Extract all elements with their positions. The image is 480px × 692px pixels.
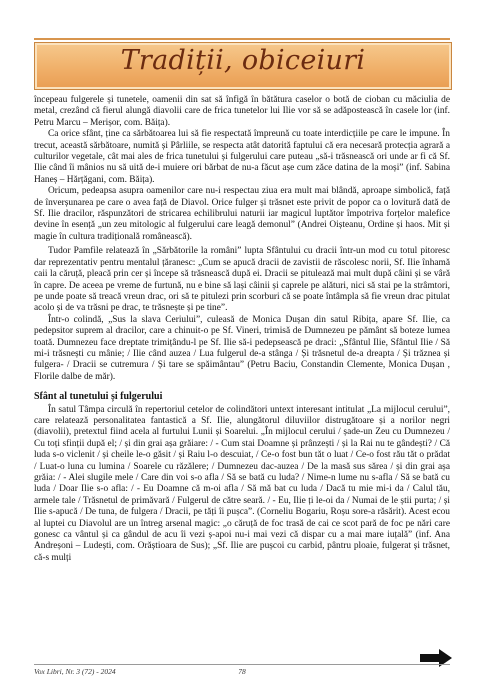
paragraph: Într-o colindă, „Sus la slava Ceriului”, culeasă de Monica Dușan din satul Ribița, apare Sf. Ilie, ca pedepsitor suprem al dracilor, care a chinuit-o pe Sf. Vineri, trimisă de Dumnezeu pe pământ să boteze lumea toată. Dumnezeu face dreptate trimițându-l pe Sf. Ilie să-i pedepsească pe draci: „Sfântul Ilie, Sfântul Ilie / Să mi-i trăsnești cu mânie; / Ilie când auzea / Lua fulgerul de-a stânga / Și trăsnetul de-a dreapta / Și trăznea și fulgera- / Dracii se cutremura / Și tare se spăimântau” (Petru Baciu, Constandin Clemente, Monica Dușan , Florile dalbe de măr).: [34, 314, 450, 382]
article-body: [34, 95, 450, 564]
paragraph: Tudor Pamfile relatează în „Sărbătorile la români” lupta Sfântului cu dracii într-un mod cu totul pitoresc dar reprezentativ pentru mentalul țăranesc: „Cum se apucă dracii de zavistii de răscolesc norii, Sf. Ilie înhamă caii la căruță, pleacă prin cer și începe să trăsnească după ei. Dracii se pitulează mai mult după câini și se vâră în capre. De aceea pe vreme de furtună, nu e bine să lași câinii și caprele pe alături, nici să stai pe la strâmtori, pe unde poate să treacă vreun drac, ori să te pitulezi prin scorburi că se poate întâmpla să fie vreun drac pitulat acolo și de va trăsni pe drac, te trăsnește și pe tine”.: [34, 246, 450, 314]
header-rule: [34, 38, 450, 40]
paragraph: În satul Tâmpa circulă în repertoriul cetelor de colindători untext interesant intitulat „La mijlocul cerului”, care relatează personalitatea fantastică a Sf. Ilie, alungătorul diluviilor distrugătoare și a norilor negri (diavolii), pretextul fiind acela al furtului Lunii și Soarelui. „În mijlocul cerului / șade-un Zeu cu Dumnezeu / Cu toți sfinții după el; / și din grai așa grăiare: / - Cum stai Doamne și prânzești / și la Rai nu te gândești? / Că luda s-o viclenit / și cheile le-o găsit / și Raiu l-o descuiat, / Ce-o fost bun tăt o luat / Ce-o fost rău tăt o prădat / Luat-o luna cu lumina / Soarele cu răzălere; / Dumnezeu dac-auzea / De la masă sus sărea / și din grai așa grăia: / - Alei slugile mele / Care din voi s-o afla / Să se bată cu luda? / Nime-n lume nu s-afla / Să se bată cu luda / Doar Ilie s-o afla: / - Eu Doamne că m-oi afla / Să mă bat cu luda / Dacă tu mie mi-i da / Calul tău, armele tale / Trăsnetul de primăvară / Fulgerul de către seară. / - Eu, Ilie ți le-oi da / Numai de le știi purta; / și Ilie s-apucă / De tuna, de fulgera / Dracii, pe tăți îi pușca”. (Corneliu Bogariu, Roșu sore-a răsărit). Acest ecou al luptei cu Diavolul are un întreg arsenal magic: „o căruță de foc trasă de cai ce scot pară de foc pe nări care gonesc ca vântul și ca gândul de acu îi vezi ș-apoi nu-i mai vezi că dispar cu a mai mare iuțală” (inf. Ana Andreșoni – Ludești, com. Orăștioara de Sus); „Sf. Ilie are pușcoi cu carbid, pântru ploaie, fulgerat și trăsnet, că-s mulți: [34, 404, 450, 563]
journal-issue: Vox Libri, Nr. 3 (72) - 2024: [34, 667, 116, 676]
page-footer: [34, 664, 450, 677]
paragraph: Ca orice sfânt, ține ca sărbătoarea lui să fie respectată împreună cu toate interdicțiile pe care le impune. În trecut, această sărbătoare, numită și Pârliile, se respecta atât datorită faptului că era necesară protecția agrară a culturilor vegetale, cât mai ales de frica tunetului și fulgerului care puteau „să-i trăsnească ori unde ar fi că Sf. Ilie când îi mânios nu să uită de-i muiere ori bărbat de nu-a făcut așe cum zăce datina de la moși” (inf. Sabina Haneș – Hărțăgani, com. Băița).: [34, 129, 450, 185]
paragraph: începeau fulgerele și tunetele, oamenii din sat să înfigă în bătătura caselor o botă de cioban cu măciulia de metal, crezând că fierul alungă diavolii care de frica tunetelor lui Ilie vor să se adăpostească în casele lor (inf. Petru Marcu – Merișor, com. Băița).: [34, 95, 450, 128]
section-heading: Sfânt al tunetului și fulgerului: [34, 391, 163, 403]
page-number: 78: [238, 667, 246, 676]
paragraph: Oricum, pedeapsa asupra oamenilor care nu-i respectau ziua era mult mai blândă, aproape simbolică, față de înverșunarea pe care o avea față de Diavol. Orice fulger și trăsnet este privit de popor ca o lovitură dată de Sf. Ilie dracilor, răspunzători de stricarea echilibrului naturii iar magicul luptător împotriva forțelor malefice devine în esență „un zeu mitologic al fulgerului care leagă demonul” (Andrei Oișteanu, Ordine și haos. Mit și magie în cultura tradițională românească).: [34, 186, 450, 242]
section-title: Tradiții, obiceiuri: [120, 45, 366, 76]
section-banner: [34, 42, 452, 90]
